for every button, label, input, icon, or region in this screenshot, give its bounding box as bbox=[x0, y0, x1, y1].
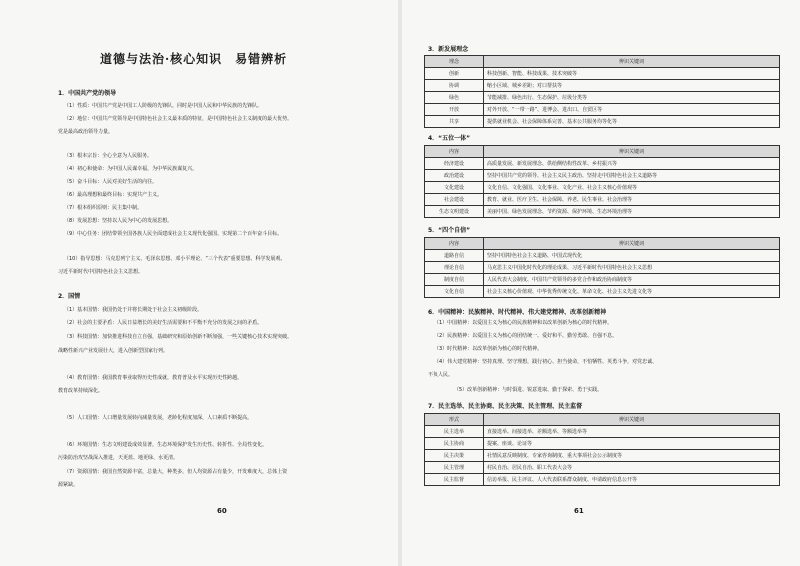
table-cell: 政治建设 bbox=[425, 170, 484, 182]
paragraph-line: （1）基本国情：我国仍处于并将长期处于社会主义初级阶段。 bbox=[64, 307, 203, 313]
table-cell: 坚持中国共产党的领导、社会主义民主政治、坚持走中国特色社会主义道路等 bbox=[484, 170, 780, 182]
table-row bbox=[425, 68, 780, 80]
list-item: （7）根本组织原则：民主集中制。 bbox=[64, 205, 143, 211]
table-header: 辨识关键词 bbox=[484, 414, 780, 426]
table-cell: 民主协商 bbox=[425, 438, 484, 450]
table-header: 辨识关键词 bbox=[484, 56, 780, 68]
table-cell: 民主选举 bbox=[425, 426, 484, 438]
table-cell: 提案、座谈、论证等 bbox=[484, 438, 780, 450]
table-row bbox=[425, 450, 780, 462]
section-heading-chinese-spirit: 6．中国精神：民族精神、时代精神、伟大建党精神、改革创新精神 bbox=[428, 309, 607, 316]
paragraph-line: （6）环境国情：生态文明建设成效显著，生态环境保护发生历史性、转折性、全局性变化。 bbox=[64, 442, 268, 448]
list-item: （10）指导思想：马克思列宁主义、毛泽东思想、邓小平理论、“三个代表”重要思想、科学发展观、 bbox=[64, 256, 286, 262]
table-header: 理念 bbox=[425, 56, 484, 68]
paragraph-line: 污染防治攻坚战深入推进，天更蓝、地更绿、水更清。 bbox=[58, 455, 179, 461]
table-row bbox=[425, 104, 780, 116]
section-heading-party: 1．中国共产党的领导 bbox=[58, 90, 117, 97]
paragraph-line: （5）人口国情：人口增量发展转向减量发展，老龄化程度加深，人口素质不断提高。 bbox=[64, 415, 253, 421]
table-cell: 经济建设 bbox=[425, 158, 484, 170]
table-four-confidences bbox=[424, 237, 780, 298]
table-cell: 协调 bbox=[425, 80, 484, 92]
table-cell: 村民自治、居民自治、职工代表大会等 bbox=[484, 462, 780, 474]
table-cell: 直接选举、间接选举、差额选举、等额选举等 bbox=[484, 426, 780, 438]
table-cell: 绿色 bbox=[425, 92, 484, 104]
table-cell: 创新 bbox=[425, 68, 484, 80]
table-cell: 坚持中国特色社会主义道路、中国式现代化 bbox=[484, 250, 780, 262]
list-item: （4）初心和使命：为中国人民谋幸福，为中华民族谋复兴。 bbox=[64, 166, 198, 172]
table-row bbox=[425, 474, 780, 486]
table-row bbox=[425, 462, 780, 474]
table-cell: 对外开放、“一带一路”、进博会、进出口、自贸区等 bbox=[484, 104, 780, 116]
paragraph-line: 战略性新兴产业发展壮大，进入创新型国家行列。 bbox=[58, 348, 169, 354]
section-heading-national-conditions: 2．国情 bbox=[58, 293, 81, 300]
paragraph-line: （4）教育国情：我国教育事业取得历史性成就，教育普及水平实现历史性跨越。 bbox=[64, 375, 243, 381]
section-heading-five-in-one: 4．“五位一体” bbox=[428, 135, 471, 142]
list-item: （9）中心任务：团结带领全国各族人民全面建成社会主义现代化强国、实现第二个百年奋斗目标。 bbox=[64, 231, 283, 237]
table-row bbox=[425, 92, 780, 104]
paragraph-line: （1）中国精神：以爱国主义为核心的民族精神和以改革创新为核心的时代精神。 bbox=[434, 320, 613, 326]
table-cell: 教育、就业、医疗卫生、社会保障、养老、民生事业、社会治理等 bbox=[484, 194, 780, 206]
paragraph-line: （5）改革创新精神：与时俱进、锐意进取、勤于探索、勇于实践。 bbox=[454, 387, 603, 393]
table-cell: 生态文明建设 bbox=[425, 206, 484, 218]
paragraph-line: 党是最高政治领导力量。 bbox=[58, 129, 114, 135]
left-page bbox=[0, 0, 398, 566]
list-item: 习近平新时代中国特色社会主义思想。 bbox=[58, 269, 144, 275]
table-cell: 社会主义核心价值观、中华优秀传统文化、革命文化、社会主义先进文化等 bbox=[484, 286, 780, 298]
list-item: （6）最高理想和最终目标：实现共产主义。 bbox=[64, 192, 163, 198]
table-cell: 文化自信、文化强国、文化事业、文化产业、社会主义核心价值观等 bbox=[484, 182, 780, 194]
table-cell: 提供就业机会、社会保障体系完善、基本公共服务均等化等 bbox=[484, 116, 780, 128]
table-row bbox=[425, 250, 780, 262]
table-row bbox=[425, 274, 780, 286]
table-cell: 制度自信 bbox=[425, 274, 484, 286]
paragraph-line: （4）伟大建党精神：坚持真理、坚守理想，践行初心、担当使命，不怕牺牲、英勇斗争，对党忠诚、 bbox=[434, 359, 658, 365]
paragraph-line: （2）社会的主要矛盾：人民日益增长的美好生活需要和不平衡不充分的发展之间的矛盾。 bbox=[64, 320, 263, 326]
table-row bbox=[425, 426, 780, 438]
table-cell: 共享 bbox=[425, 116, 484, 128]
table-row bbox=[425, 206, 780, 218]
table-row bbox=[425, 182, 780, 194]
paragraph-line: （7）资源国情：我国自然资源丰富，总量大，种类多，但人均资源占有量少，开发难度大，总体上资 bbox=[64, 469, 288, 475]
table-cell: 民主管理 bbox=[425, 462, 484, 474]
table-cell: 道路自信 bbox=[425, 250, 484, 262]
paragraph-line: （2）民族精神：以爱国主义为核心的团结统一、爱好和平、勤劳勇敢、自强不息。 bbox=[434, 333, 618, 339]
paragraph-line: （3）时代精神：以改革创新为核心的时代精神。 bbox=[434, 346, 543, 352]
table-five-in-one bbox=[424, 145, 780, 218]
table-cell: 理论自信 bbox=[425, 262, 484, 274]
table-header: 内容 bbox=[425, 146, 484, 158]
table-cell: 高质量发展、新发展理念、供给侧结构性改革、乡村振兴等 bbox=[484, 158, 780, 170]
table-cell: 社会建设 bbox=[425, 194, 484, 206]
table-row bbox=[425, 116, 780, 128]
table-row bbox=[425, 286, 780, 298]
section-heading-four-confidences: 5．“四个自信” bbox=[428, 227, 471, 234]
table-header: 内容 bbox=[425, 238, 484, 250]
table-row bbox=[425, 438, 780, 450]
table-cell: 缩小区域、城乡差距；对口帮扶等 bbox=[484, 80, 780, 92]
table-democracy bbox=[424, 413, 780, 486]
table-row bbox=[425, 262, 780, 274]
table-row bbox=[425, 80, 780, 92]
paragraph-line: 源紧缺。 bbox=[58, 482, 79, 488]
table-cell: 美丽中国、绿色发展理念、节约资源、保护环境、生态环境治理等 bbox=[484, 206, 780, 218]
table-cell: 科技创新、智能、科技成果、技术突破等 bbox=[484, 68, 780, 80]
table-cell: 人民代表大会制度、中国共产党领导的多党合作和政治协商制度等 bbox=[484, 274, 780, 286]
table-cell: 文化建设 bbox=[425, 182, 484, 194]
table-header: 辨识关键词 bbox=[484, 238, 780, 250]
table-header: 辨识关键词 bbox=[484, 146, 780, 158]
table-cell: 信访举报、民主评议、人大代表联系群众制度、申请政府信息公开等 bbox=[484, 474, 780, 486]
list-item: （5）奋斗目标：人民对美好生活的向往。 bbox=[64, 179, 158, 185]
section-heading-democracy: 7．民主选举、民主协商、民主决策、民主管理、民主监督 bbox=[428, 403, 583, 410]
paragraph-line: （2）地位：中国共产党领导是中国特色社会主义最本质的特征，是中国特色社会主义制度的最大优势。 bbox=[64, 116, 293, 122]
table-cell: 民主决策 bbox=[425, 450, 484, 462]
table-row bbox=[425, 158, 780, 170]
list-item: （8）发展思想：坚持以人民为中心的发展思想。 bbox=[64, 218, 173, 224]
table-cell: 开放 bbox=[425, 104, 484, 116]
page-title: 道德与法治·核心知识 易错辨析 bbox=[100, 52, 288, 66]
table-cell: 民主监督 bbox=[425, 474, 484, 486]
table-cell: 节能减排、绿色出行、生态保护、垃圾分类等 bbox=[484, 92, 780, 104]
paragraph-line: （1）性质：中国共产党是中国工人阶级的先锋队，同时是中国人民和中华民族的先锋队。 bbox=[64, 103, 263, 109]
table-cell: 马克思主义中国化时代化的理论成果、习近平新时代中国特色社会主义思想 bbox=[484, 262, 780, 274]
page-number: 61 bbox=[574, 507, 584, 515]
page-number: 60 bbox=[217, 507, 227, 515]
section-heading-new-development: 3．新发展理念 bbox=[428, 46, 469, 53]
table-cell: 文化自信 bbox=[425, 286, 484, 298]
right-page bbox=[402, 0, 800, 566]
table-header: 形式 bbox=[425, 414, 484, 426]
paragraph-line: （3）科技国情：加快推进科技自立自强，基础研究和原始创新不断加强，一些关键核心技术实现突破。 bbox=[64, 334, 293, 340]
table-cell: 社情民意反映制度、专家咨询制度、重大事项社会公示制度等 bbox=[484, 450, 780, 462]
table-row bbox=[425, 170, 780, 182]
table-row bbox=[425, 194, 780, 206]
table-development-concepts bbox=[424, 55, 780, 128]
paragraph-line: 教育改革持续深化。 bbox=[58, 388, 104, 394]
list-item: （3）根本宗旨：全心全意为人民服务。 bbox=[64, 153, 153, 159]
paragraph-line: 不负人民。 bbox=[428, 372, 454, 378]
